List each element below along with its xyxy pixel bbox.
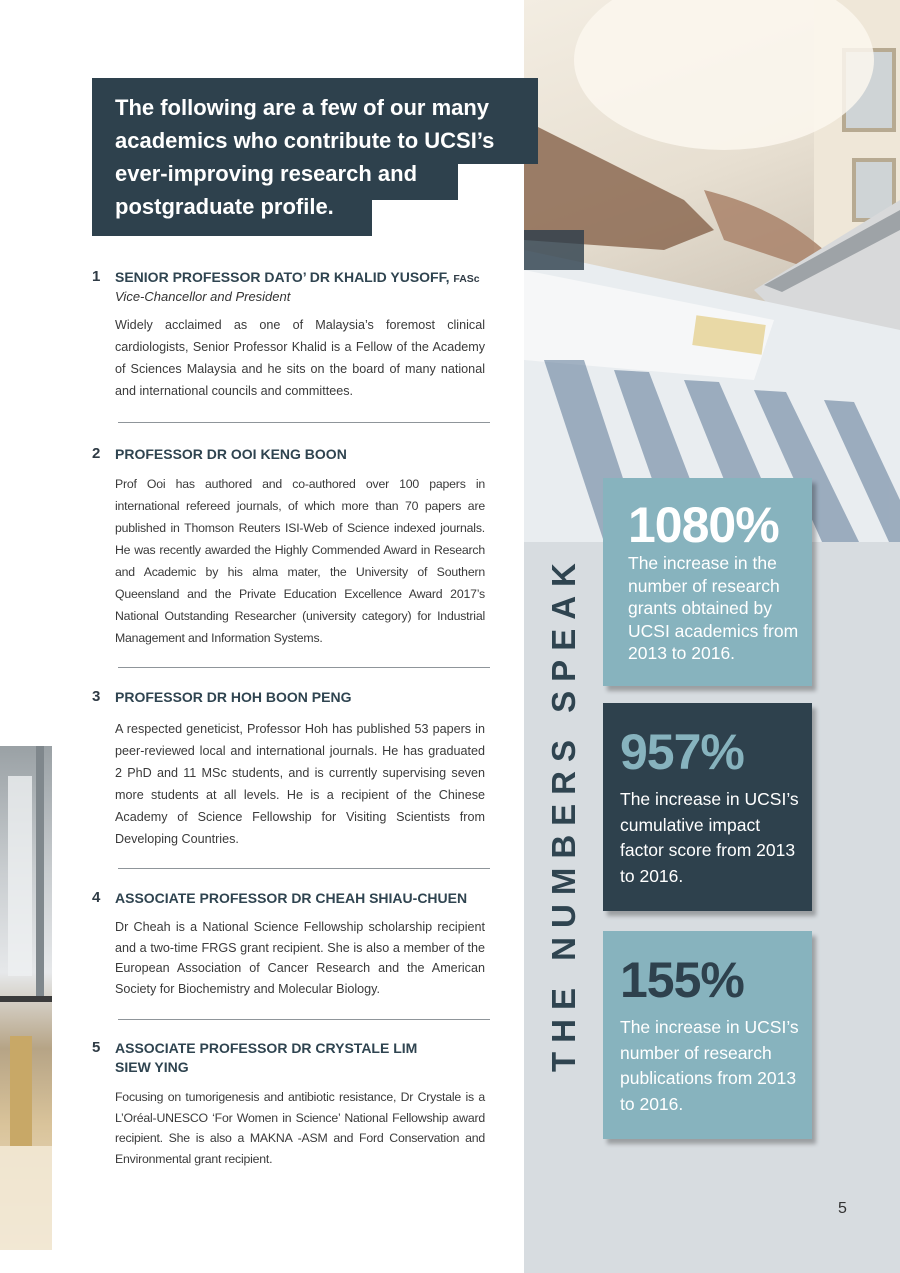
left-edge-photo-illustration [0,746,52,1250]
profile-bio: A respected geneticist, Professor Hoh has published 53 papers in peer-reviewed local and international journals. He has graduated 2 PhD and 11 MSc students, and is currently supervising seven more students at all levels. He is a recipient of the Chinese Academy of Science Fellowship for Visiting Scientists from Developing Countries. [115,722,485,846]
profile-bio: Focusing on tumorigenesis and antibiotic resistance, Dr Crystale is a L’Oréal-UNESCO ‘For Women in Science’ National Fellowship award recipient. She is also a MAKNA -ASM and Ford Conservation and Environmental grant recipient. [115,1090,485,1166]
profile-name: PROFESSOR DR HOH BOON PENG [115,689,352,705]
intro-text: The following are a few of our many academics who contribute to UCSI’s ever-improving research and postgraduate profile. [115,95,495,219]
stat-description: The increase in UCSI’s cumulative impact factor score from 2013 to 2016. [620,789,799,886]
profile-number: 3 [92,688,101,705]
profile-name: ASSOCIATE PROFESSOR DR CHEAH SHIAU-CHUEN [115,890,468,906]
profile-number: 2 [92,445,101,462]
profile-name: ASSOCIATE PROFESSOR DR CRYSTALE LIM SIEW YING [115,1040,418,1075]
numbers-heading: THE NUMBERS SPEAK [545,554,582,1072]
divider [118,422,490,423]
profile-bio: Dr Cheah is a National Science Fellowship scholarship recipient and a two-time FRGS grant recipient. She is also a member of the European Association of Cancer Research and the American Society for Biochemistry and Molecular Biology. [115,920,485,996]
divider [118,1019,490,1020]
profile-name-suffix: FASc [453,273,480,285]
profile-bio: Prof Ooi has authored and co-authored over 100 papers in international refereed journals, of which more than 70 papers are published in Thomson Reuters ISI-Web of Science indexed journals. He was recently awarded the Highly Commended Award in Research and Academic by his alma mater, the University of Southern Queensland and the Private Education Excellence Award 2017’s National Outstanding Researcher (university category) for Industrial Management and Information Systems. [115,477,485,645]
profile-name [115,268,487,289]
profile-number: 4 [92,889,101,906]
profile-bio: Widely acclaimed as one of Malaysia’s foremost clinical cardiologists, Senior Professor Khalid is a Fellow of the Academy of Sciences Malaysia and he sits on the board of many national and international councils and committees. [115,318,485,398]
stat-value: 957% [620,724,744,780]
stat-card-publications [603,931,812,1139]
hero-photo-illustration [524,0,900,542]
stat-description: The increase in the number of research grants obtained by UCSI academics from 2013 to 2016. [628,553,799,663]
stat-value: 155% [620,952,744,1008]
profile-role: Vice-Chancellor and President [115,289,291,304]
profile-name-text: SENIOR PROFESSOR DATO’ DR KHALID YUSOFF, [115,269,454,285]
stat-card-grants [603,478,812,686]
intro-callout [92,78,538,236]
profile-name: PROFESSOR DR OOI KENG BOON [115,446,347,462]
page-number: 5 [838,1200,847,1217]
stat-card-impact-factor [603,703,812,911]
divider [118,868,490,869]
left-edge-photo [0,746,52,1250]
hero-photo [524,0,900,542]
divider [118,667,490,668]
stat-value: 1080% [628,497,779,553]
profile-number: 5 [92,1039,101,1056]
stat-description: The increase in UCSI’s number of research publications from 2013 to 2016. [620,1017,799,1114]
profile-number: 1 [92,268,101,285]
